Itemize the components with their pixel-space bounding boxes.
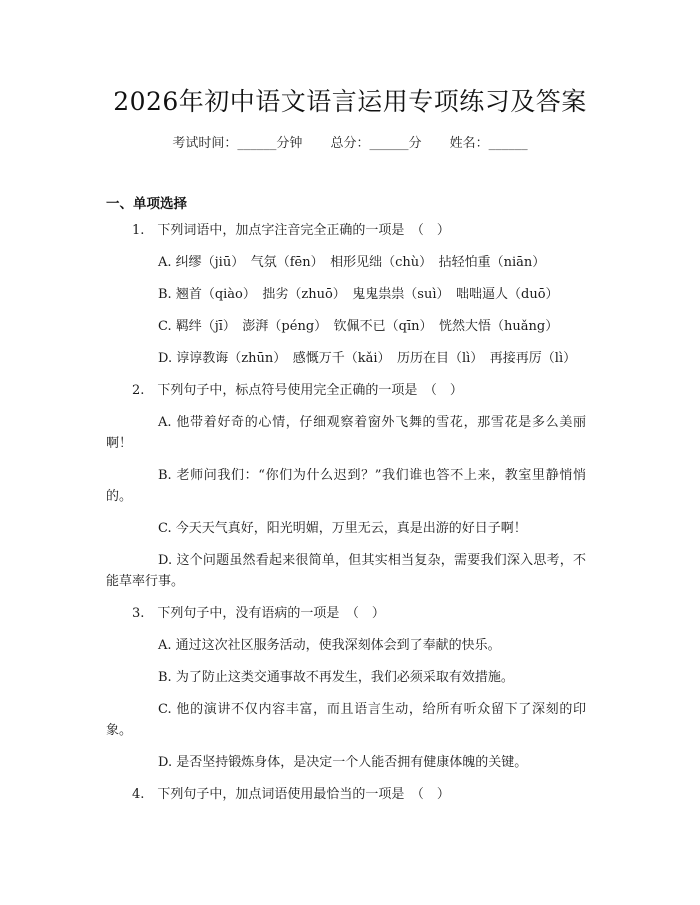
option-b: B. 老师问我们：“你们为什么迟到？”我们谁也答不上来，教室里静悄悄的。 <box>106 468 586 504</box>
exam-time-field: 考试时间：______分钟 <box>172 136 303 151</box>
option-b: B. 翘首（qiào） 拙劣（zhuō） 鬼鬼祟祟（suì） 咄咄逼人（duō） <box>158 287 559 302</box>
question-stem: 4. 下列句子中，加点词语使用最恰当的一项是 （ ） <box>132 787 450 802</box>
question-stem: 1. 下列词语中，加点字注音完全正确的一项是 （ ） <box>132 223 450 238</box>
option-d: D. 是否坚持锻炼身体，是决定一个人能否拥有健康体魄的关键。 <box>158 755 528 770</box>
name-field: 姓名：______ <box>449 136 528 151</box>
question-stem: 3. 下列句子中，没有语病的一项是 （ ） <box>132 606 385 621</box>
question-list <box>106 220 586 816</box>
option-d: D. 这个问题虽然看起来很简单，但其实相当复杂，需要我们深入思考，不能草率行事。 <box>106 553 586 589</box>
option-c: C. 今天天气真好，阳光明媚，万里无云，真是出游的好日子啊！ <box>158 521 527 536</box>
option-c: C. 羁绊（jī） 澎湃（péng） 钦佩不已（qīn） 恍然大悟（huǎng） <box>158 319 559 334</box>
option-a: A. 他带着好奇的心情，仔细观察着窗外飞舞的雪花，那雪花是多么美丽啊！ <box>106 415 586 451</box>
option-b: B. 为了防止这类交通事故不再发生，我们必须采取有效措施。 <box>158 670 514 685</box>
section-heading: 一、单项选择 <box>106 196 187 212</box>
option-a: A. 通过这次社区服务活动，使我深刻体会到了奉献的快乐。 <box>158 638 501 653</box>
total-score-field: 总分：______分 <box>330 136 422 151</box>
question-stem: 2. 下列句子中，标点符号使用完全正确的一项是 （ ） <box>132 383 463 398</box>
option-c: C. 他的演讲不仅内容丰富，而且语言生动，给所有听众留下了深刻的印象。 <box>106 702 586 738</box>
page-title: 2026年初中语文语言运用专项练习及答案 <box>113 87 587 116</box>
option-d: D. 谆谆教诲（zhūn） 感慨万千（kǎi） 历历在目（lì） 再接再厉（lì） <box>158 351 577 366</box>
option-a: A. 纠缪（jiū） 气氛（fēn） 相形见绌（chù） 拈轻怕重（niān） <box>158 255 546 270</box>
exam-info-line <box>0 132 700 151</box>
